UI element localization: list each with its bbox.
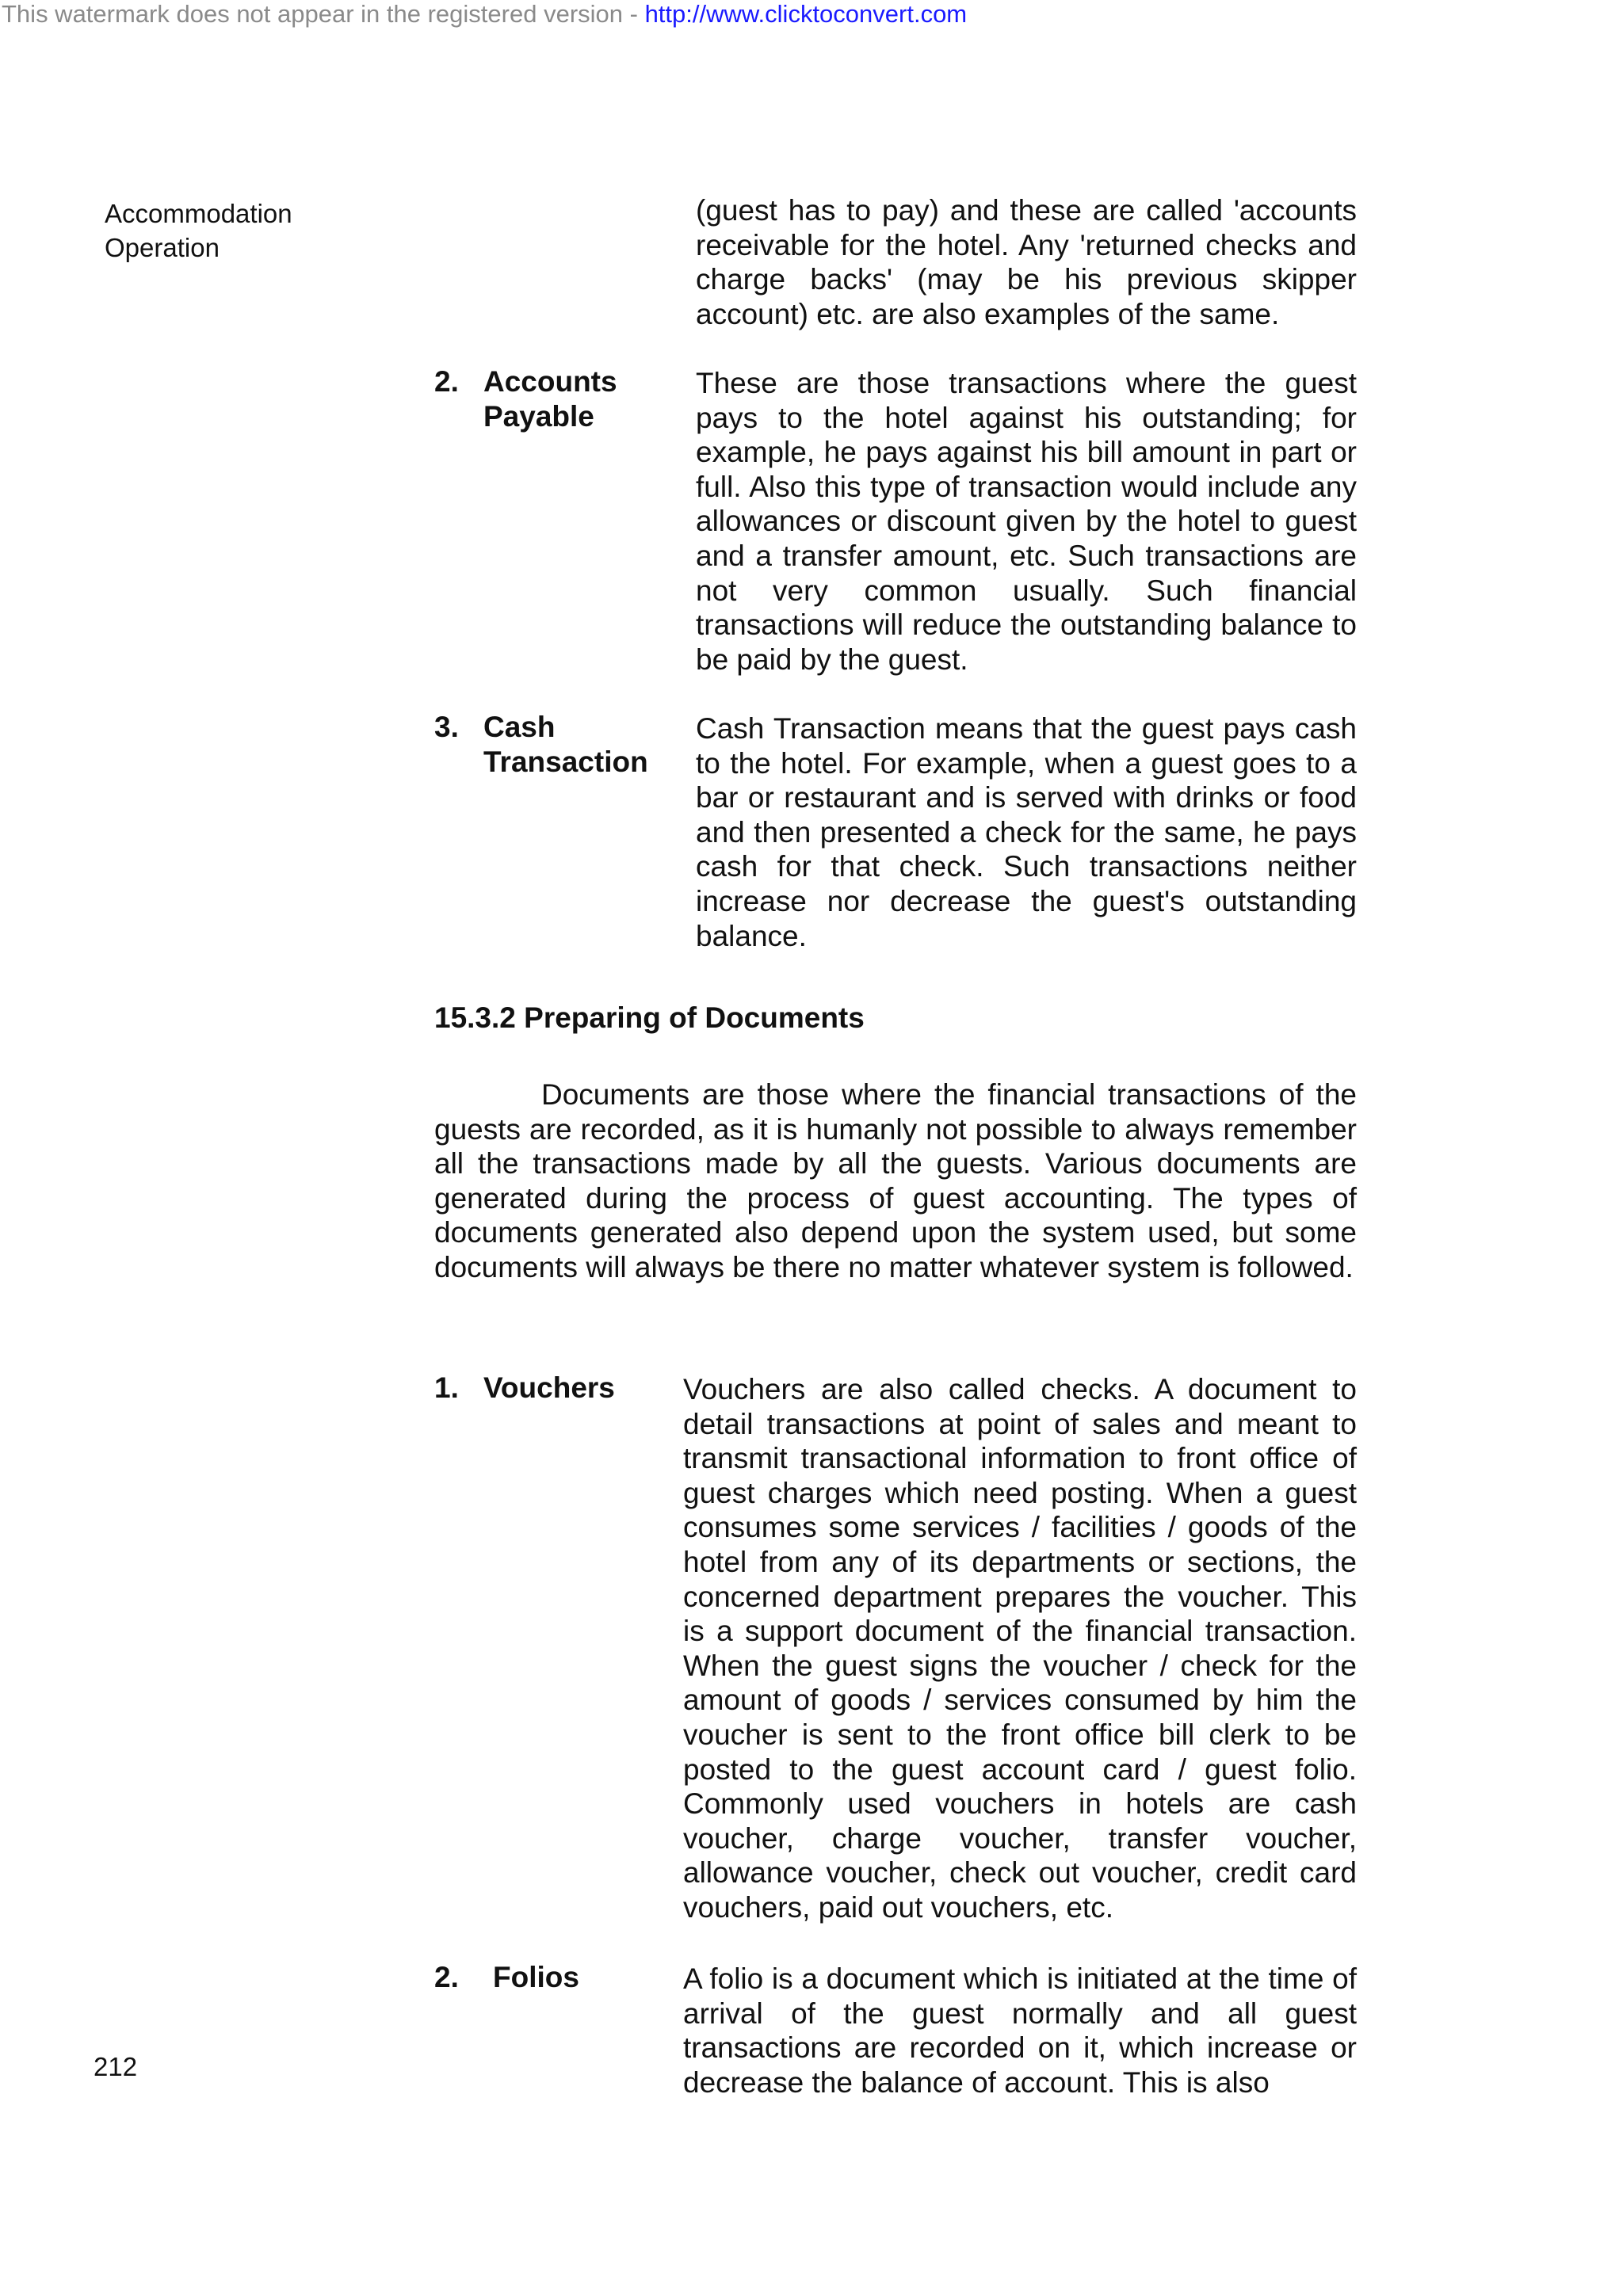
item-term-line2: Payable — [483, 399, 594, 433]
item-number: 2. — [434, 365, 459, 398]
item-term-line1: Cash — [483, 711, 556, 743]
watermark — [2, 0, 967, 29]
page-number: 212 — [94, 2052, 138, 2081]
item-description: Vouchers are also called checks. A document to detail transactions at point of sales and meant to transmit transactional information to front office of guest charges which need posting. When a guest consumes some services / facilities / goods of the hotel from any of its departments or sections, the concerned department prepares the voucher. This is a support document of the financial transaction. When the guest signs the voucher / check for the amount of goods / services consumed by him the voucher is sent to the front office bill clerk to be posted to the guest account card / guest folio. Commonly used vouchers in hotels are cash voucher, charge voucher, transfer voucher, allowance voucher, check out voucher, credit card vouchers, paid out vouchers, etc. — [683, 1373, 1357, 1924]
item-number: 2. — [434, 1961, 459, 1993]
item-number: 1. — [434, 1371, 459, 1404]
item-term — [483, 710, 648, 779]
section-heading: 15.3.2 Preparing of Documents — [434, 1001, 865, 1034]
watermark-link[interactable]: http://www.clicktoconvert.com — [644, 0, 968, 28]
section-paragraph: Documents are those where the financial transactions of the guests are recorded, as it is humanly not possible to always remember all the transactions made by all the guests. Various documents are generated during the process of guest accounting. The types of documents generated also depend upon the system used, but some documents will always be there no matter whatever system is followed. — [434, 1078, 1357, 1283]
running-header-line1: Accommodation — [105, 199, 292, 228]
running-header-line2: Operation — [105, 233, 220, 262]
item-term: Folios — [493, 1961, 579, 1993]
item-term — [483, 364, 617, 433]
item-term-line2: Transaction — [483, 745, 648, 778]
item-description: Cash Transaction means that the guest pays cash to the hotel. For example, when a guest goes to a bar or restaurant and is served with drinks or food and then presented a check for the same, he pays cash for that check. Such transactions neither increase nor decrease the guest's outstanding balance. — [696, 712, 1357, 952]
item-term: Vouchers — [483, 1371, 615, 1404]
item-number: 3. — [434, 711, 459, 743]
item-term-line1: Accounts — [483, 365, 617, 398]
watermark-text: This watermark does not appear in the registered version - — [2, 0, 645, 28]
running-header — [105, 196, 292, 265]
item-description: These are those transactions where the guest pays to the hotel against his outstanding; for example, he pays against his bill amount in part or full. Also this type of transaction would include any allowances or discount given by the hotel to guest and a transfer amount, etc. Such transactions are not very common usually. Such financial transactions will reduce the outstanding balance to be paid by the guest. — [696, 367, 1357, 676]
intro-continuation: (guest has to pay) and these are called 'accounts receivable for the hotel. Any 'returned checks and charge backs' (may be his previous skipper account) etc. are also examples of the same. — [696, 194, 1357, 330]
item-description: A folio is a document which is initiated at the time of arrival of the guest normally and all guest transactions are recorded on it, which increase or decrease the balance of account. This is also — [683, 1962, 1357, 2099]
